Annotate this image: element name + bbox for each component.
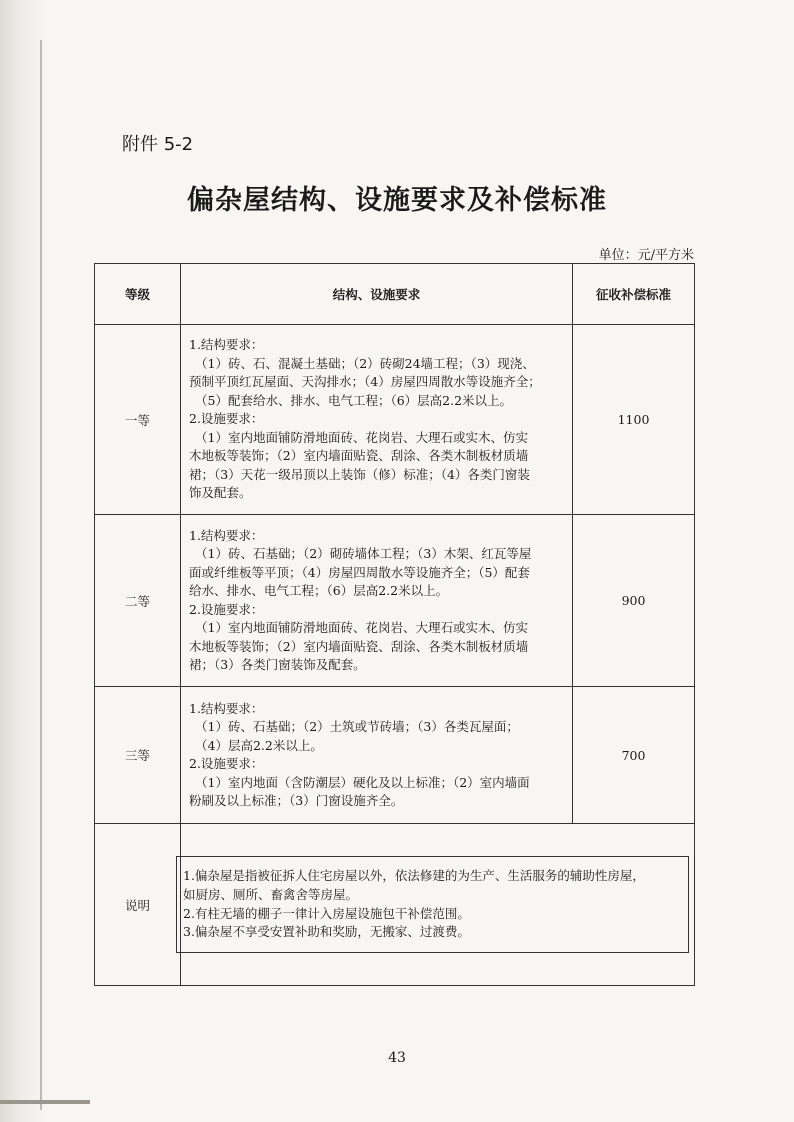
requirement-line: 2.设施要求：	[189, 756, 264, 771]
requirement-line: （5）配套给水、排水、电气工程；（6）层高2.2米以上。	[195, 392, 513, 408]
table-header-row	[95, 264, 695, 325]
table-row-note	[95, 824, 695, 986]
requirement-line: （1）砖、石、混凝土基础；（2）砖砌24墙工程；（3）现浇、	[195, 355, 535, 371]
requirement-line: 给水、排水、电气工程；（6）层高2.2米以上。	[189, 583, 449, 598]
requirement-line: 2.设施要求：	[189, 601, 264, 617]
note-box	[176, 856, 689, 953]
note-line: 1.偏杂屋是指被征拆人住宅房屋以外，依法修建的为生产、生活服务的辅助性房屋，	[183, 868, 645, 883]
price-cell: 1100	[573, 325, 695, 515]
requirement-line: 裙；（3）各类门窗装饰及配套。	[189, 657, 366, 672]
grade-cell: 二等	[95, 515, 181, 687]
compensation-table	[94, 263, 695, 986]
header-grade: 等级	[95, 264, 181, 325]
requirements-cell	[181, 515, 573, 687]
table-row	[95, 515, 695, 687]
page-number: 43	[388, 1050, 406, 1066]
requirement-line: 木地板等装饰；（2）室内墙面贴瓷、刮涂、各类木制板材质墙	[189, 638, 529, 654]
requirement-line: 粉刷及以上标准；（3）门窗设施齐全。	[189, 793, 404, 808]
price-cell: 700	[573, 687, 695, 824]
unit-label: 单位：元/平方米	[598, 248, 694, 263]
requirement-line: （1）室内地面（含防潮层）硬化及以上标准；（2）室内墙面	[195, 774, 530, 790]
requirement-line: 裙；（3）天花一级吊顶以上装饰（修）标准；（4）各类门窗装	[189, 466, 530, 482]
grade-cell: 一等	[95, 325, 181, 515]
price-cell: 900	[573, 515, 695, 687]
requirement-line: 1.结构要求：	[189, 337, 264, 353]
requirement-line: （1）砖、石基础；（2）砌砖墙体工程；（3）木架、红瓦等屋	[195, 546, 532, 561]
requirement-line: 饰及配套。	[189, 485, 252, 501]
table-row	[95, 687, 695, 824]
note-line: 3.偏杂屋不享受安置补助和奖励，无搬家、过渡费。	[183, 924, 470, 940]
requirement-line: （1）室内地面铺防滑地面砖、花岗岩、大理石或实木、仿实	[195, 429, 528, 445]
requirement-line: 预制平顶红瓦屋面、天沟排水；（4）房屋四周散水等设施齐全；	[189, 374, 541, 390]
note-line: 2.有柱无墙的棚子一律计入房屋设施包干补偿范围。	[183, 905, 470, 921]
requirement-line: 面或纤维板等平顶；（4）房屋四周散水等设施齐全；（5）配套	[189, 564, 530, 580]
header-requirements: 结构、设施要求	[181, 264, 573, 325]
requirement-line: 1.结构要求：	[189, 527, 264, 543]
note-cell	[181, 824, 695, 986]
requirement-line: （4）层高2.2米以上。	[195, 737, 323, 753]
attachment-label: 附件 5-2	[122, 134, 194, 155]
requirement-line: 木地板等装饰；（2）室内墙面贴瓷、刮涂、各类木制板材质墙	[189, 448, 529, 464]
requirement-line: 2.设施要求：	[189, 411, 264, 427]
requirement-line: （1）室内地面铺防滑地面砖、花岗岩、大理石或实木、仿实	[195, 620, 528, 635]
note-label-cell: 说明	[95, 824, 181, 986]
table-row	[95, 325, 695, 515]
requirement-line: 1.结构要求：	[189, 700, 264, 716]
requirements-cell	[181, 687, 573, 824]
grade-cell: 三等	[95, 687, 181, 824]
header-standard: 征收补偿标准	[573, 264, 695, 325]
scan-foot-mark	[0, 1100, 90, 1104]
note-line: 如厨房、厕所、畜禽舍等房屋。	[183, 886, 359, 902]
requirement-line: （1）砖、石基础；（2）土筑或节砖墙；（3）各类瓦屋面；	[195, 719, 519, 734]
requirements-cell	[181, 325, 573, 515]
page-title: 偏杂屋结构、设施要求及补偿标准	[187, 185, 607, 216]
